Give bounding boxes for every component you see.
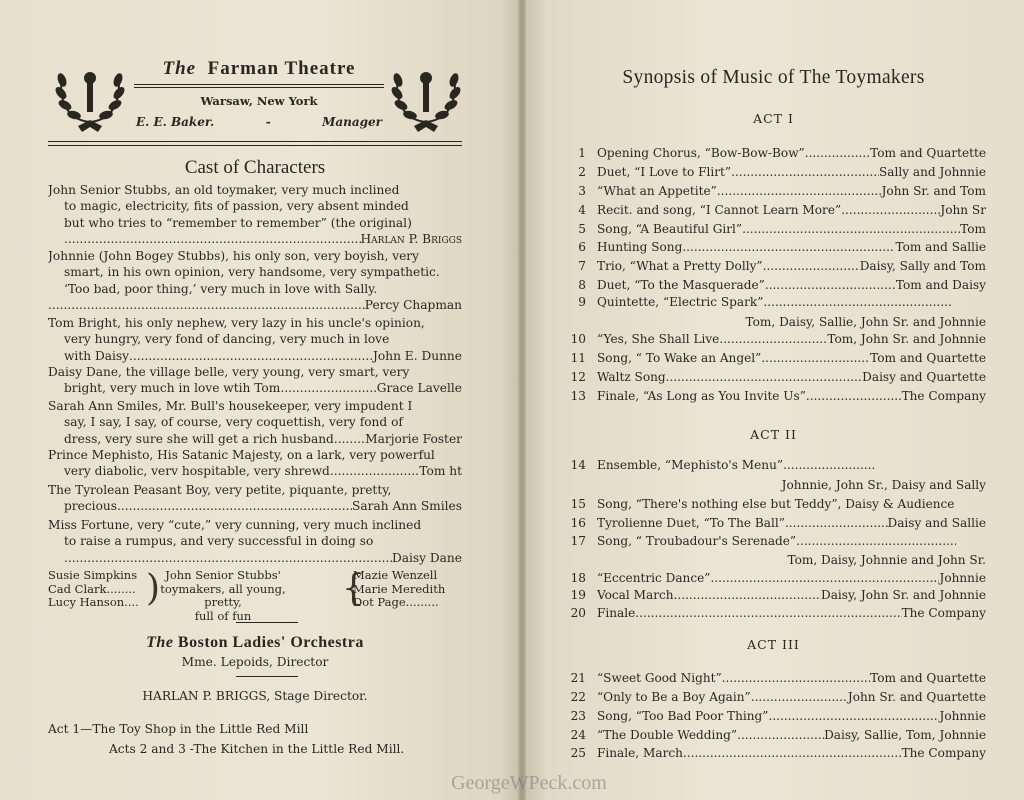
music-item: 21 “Sweet Good Night” ..... Tom and Quartette — [566, 670, 986, 687]
theatre-header — [44, 52, 462, 148]
brace-icon: ) — [146, 568, 161, 609]
cast-text: dress, very sure she will get a rich husband — [64, 431, 334, 446]
cast-title: Cast of Characters — [184, 157, 326, 178]
music-item: 14 Ensemble, “Mephisto's Menu” ..... — [566, 457, 986, 474]
music-item-performers: Tom, Daisy, Johnnie and John Sr. — [787, 553, 986, 567]
cast-text: Susie Simpkins — [48, 568, 138, 582]
music-item: 20 Finale ..... The Company — [566, 605, 986, 622]
music-item: 11 Song, “ To Wake an Angel” ..... Tom and Quartette — [566, 350, 986, 367]
cast-text: Marie Meredith — [353, 581, 446, 596]
divider — [134, 87, 384, 88]
cast-text: very hungry, very fond of dancing, very much in love — [64, 332, 390, 347]
cast-text: bright, very much in love wtih Tom — [64, 381, 281, 396]
cast-entry — [48, 398, 462, 447]
cast-actor-line — [48, 431, 462, 447]
music-item: 5 Song, “A Beautiful Girl” ..... Tom — [566, 221, 986, 238]
divider — [236, 622, 298, 623]
laurel-wreath-icon — [50, 60, 130, 136]
toymakers-left — [48, 568, 161, 610]
music-item: 23 Song, “Too Bad Poor Thing” ..... Johnnie — [566, 708, 986, 725]
cast-actor-line — [48, 297, 462, 313]
laurel-wreath-icon — [386, 60, 466, 136]
cast-entry — [48, 517, 462, 566]
divider — [48, 145, 462, 146]
divider — [48, 141, 462, 142]
cast-entry — [48, 364, 462, 397]
music-item: 8 Duet, “To the Masquerade” ..... Tom and Daisy — [566, 277, 986, 294]
music-item: 18 “Eccentric Dance” ..... Johnnie — [566, 570, 986, 587]
cast-text: say, I say, I say, of course, very coquettish, very fond of — [64, 415, 403, 430]
cast-text: full of fun — [194, 608, 252, 623]
acts-2-3-setting: Acts 2 and 3 -The Kitchen in the Little Red Mill. — [109, 742, 405, 756]
cast-text: Dot Page......... — [353, 595, 439, 609]
cast-text: very diabolic, verv hospitable, very shrewd — [64, 464, 330, 479]
cast-text: Lucy Hanson.... — [48, 595, 139, 609]
cast-text: Sarah Ann Smiles, Mr. Bull's housekeeper, very impudent I — [48, 399, 413, 413]
cast-entry — [48, 248, 462, 314]
act-1-setting: Act 1—The Toy Shop in the Little Red Mill — [48, 722, 309, 736]
actor-name: Tom ht — [419, 464, 462, 479]
actor-name: Percy Chapman — [364, 298, 462, 313]
cast-text: John Senior Stubbs' — [165, 568, 281, 582]
music-item: 13 Finale, “As Long as You Invite Us” ..... The Company — [566, 388, 986, 405]
divider — [236, 676, 298, 677]
music-item: 24 “The Double Wedding” ..... Daisy, Sallie, Tom, Johnnie — [566, 727, 986, 744]
cast-actor-line — [48, 550, 462, 566]
cast-text: Tom Bright, his only nephew, very lazy in his uncle's opinion, — [48, 316, 425, 330]
cast-text: Miss Fortune, very “cute,” very cunning, very much inclined — [48, 518, 422, 532]
cast-text: toymakers, all young, pretty, — [160, 581, 286, 609]
music-item: 12 Waltz Song ..... Daisy and Quartette — [566, 369, 986, 386]
stage-director: HARLAN P. BRIGGS, Stage Director. — [142, 689, 368, 703]
synopsis-title: Synopsis of Music of The Toymakers — [622, 67, 925, 88]
cast-actor-line — [48, 498, 462, 514]
actor-name: John E. Dunne — [373, 348, 462, 363]
cast-entry — [48, 315, 462, 364]
cast-text: The Tyrolean Peasant Boy, very petite, piquante, pretty, — [48, 483, 392, 497]
orchestra-name: The Boston Ladies' Orchestra — [146, 634, 364, 651]
toymakers-description — [148, 569, 298, 623]
manager-line — [136, 115, 382, 129]
act-heading: ACT I — [753, 111, 794, 126]
theatre-name: The Farman Theatre — [162, 58, 356, 79]
cast-text: precious — [64, 499, 118, 514]
cast-text: but who tries to “remember to remember” (the original) — [64, 215, 412, 230]
actor-name: Harlan P. Briggs — [360, 232, 462, 247]
music-item: 15 Song, “There's nothing else but Teddy”, Daisy & Audience — [570, 497, 955, 511]
music-item: 25 Finale, March ..... The Company — [566, 745, 986, 762]
act-heading: ACT II — [750, 427, 797, 442]
act-heading: ACT III — [747, 637, 800, 652]
cast-actor-line — [48, 348, 462, 364]
cast-text: to raise a rumpus, and very successful in doing so — [64, 534, 374, 549]
music-item: 7 Trio, “What a Pretty Dolly” ..... Daisy, Sally and Tom — [566, 258, 986, 275]
music-item: 19 Vocal March ..... Daisy, John Sr. and Johnnie — [566, 587, 986, 604]
actor-name: Marjorie Foster — [365, 431, 462, 446]
orchestra-director: Mme. Lepoids, Director — [181, 655, 329, 669]
watermark: GeorgeWPeck.com — [451, 772, 607, 794]
cast-actor-line — [48, 231, 462, 247]
brace-icon: { — [342, 568, 365, 609]
cast-actor-line — [48, 463, 462, 479]
music-item: 17 Song, “ Troubadour's Serenade” ..... — [566, 533, 986, 550]
cast-text: smart, in his own opinion, very handsome, very sympathetic. — [64, 265, 440, 280]
cast-text: Prince Mephisto, His Satanic Majesty, on a lark, very powerful — [48, 448, 435, 462]
music-item: 4 Recit. and song, “I Cannot Learn More” ..... John Sr — [566, 202, 986, 219]
music-item: 2 Duet, “I Love to Flirt” ..... Sally and Johnnie — [566, 164, 986, 181]
music-item: 6 Hunting Song ..... Tom and Sallie — [566, 239, 986, 256]
cast-entry — [48, 482, 462, 515]
cast-text: Johnnie (John Bogey Stubbs), his only son, very boyish, very — [48, 249, 420, 263]
manager-title: Manager — [322, 115, 382, 129]
cast-text: John Senior Stubbs, an old toymaker, very much inclined — [48, 183, 400, 197]
cast-text: Cad Clark........ — [48, 581, 136, 596]
cast-text: with Daisy — [64, 348, 130, 363]
cast-text: Daisy Dane, the village belle, very young, very smart, very — [48, 365, 410, 379]
toymakers-right — [353, 569, 468, 610]
music-item-performers: Johnnie, John Sr., Daisy and Sally — [781, 478, 986, 492]
cast-actor-line — [48, 380, 462, 396]
music-item-performers: Tom, Daisy, Sallie, John Sr. and Johnnie — [745, 315, 986, 329]
theatre-city: Warsaw, New York — [200, 94, 318, 108]
actor-name: Sarah Ann Smiles — [352, 499, 462, 514]
music-item: 22 “Only to Be a Boy Again” ..... John Sr. and Quartette — [566, 689, 986, 706]
actor-name: Daisy Dane — [391, 550, 462, 565]
music-item: 9 Quintette, “Electric Spark” ..... — [566, 294, 986, 311]
cast-text: Mazie Wenzell — [353, 568, 438, 582]
music-item: 1 Opening Chorus, “Bow-Bow-Bow” ..... Tom and Quartette — [566, 145, 986, 162]
cast-text: to magic, electricity, fits of passion, very absent minded — [64, 199, 409, 214]
music-item: 16 Tyrolienne Duet, “To The Ball” ..... Daisy and Sallie — [566, 515, 986, 532]
cast-entry — [48, 447, 462, 480]
cast-entry — [48, 182, 462, 248]
divider — [134, 84, 384, 85]
manager-name: E. E. Baker. — [136, 115, 215, 129]
actor-name: Grace Lavelle — [376, 381, 462, 396]
music-item: 10 “Yes, She Shall Live ..... Tom, John Sr. and Johnnie — [566, 331, 986, 348]
cast-text: ‘Too bad, poor thing,’ very much in love with Sally. — [64, 281, 378, 296]
dash: - — [265, 115, 271, 129]
music-item: 3 “What an Appetite” ..... John Sr. and Tom — [566, 183, 986, 200]
